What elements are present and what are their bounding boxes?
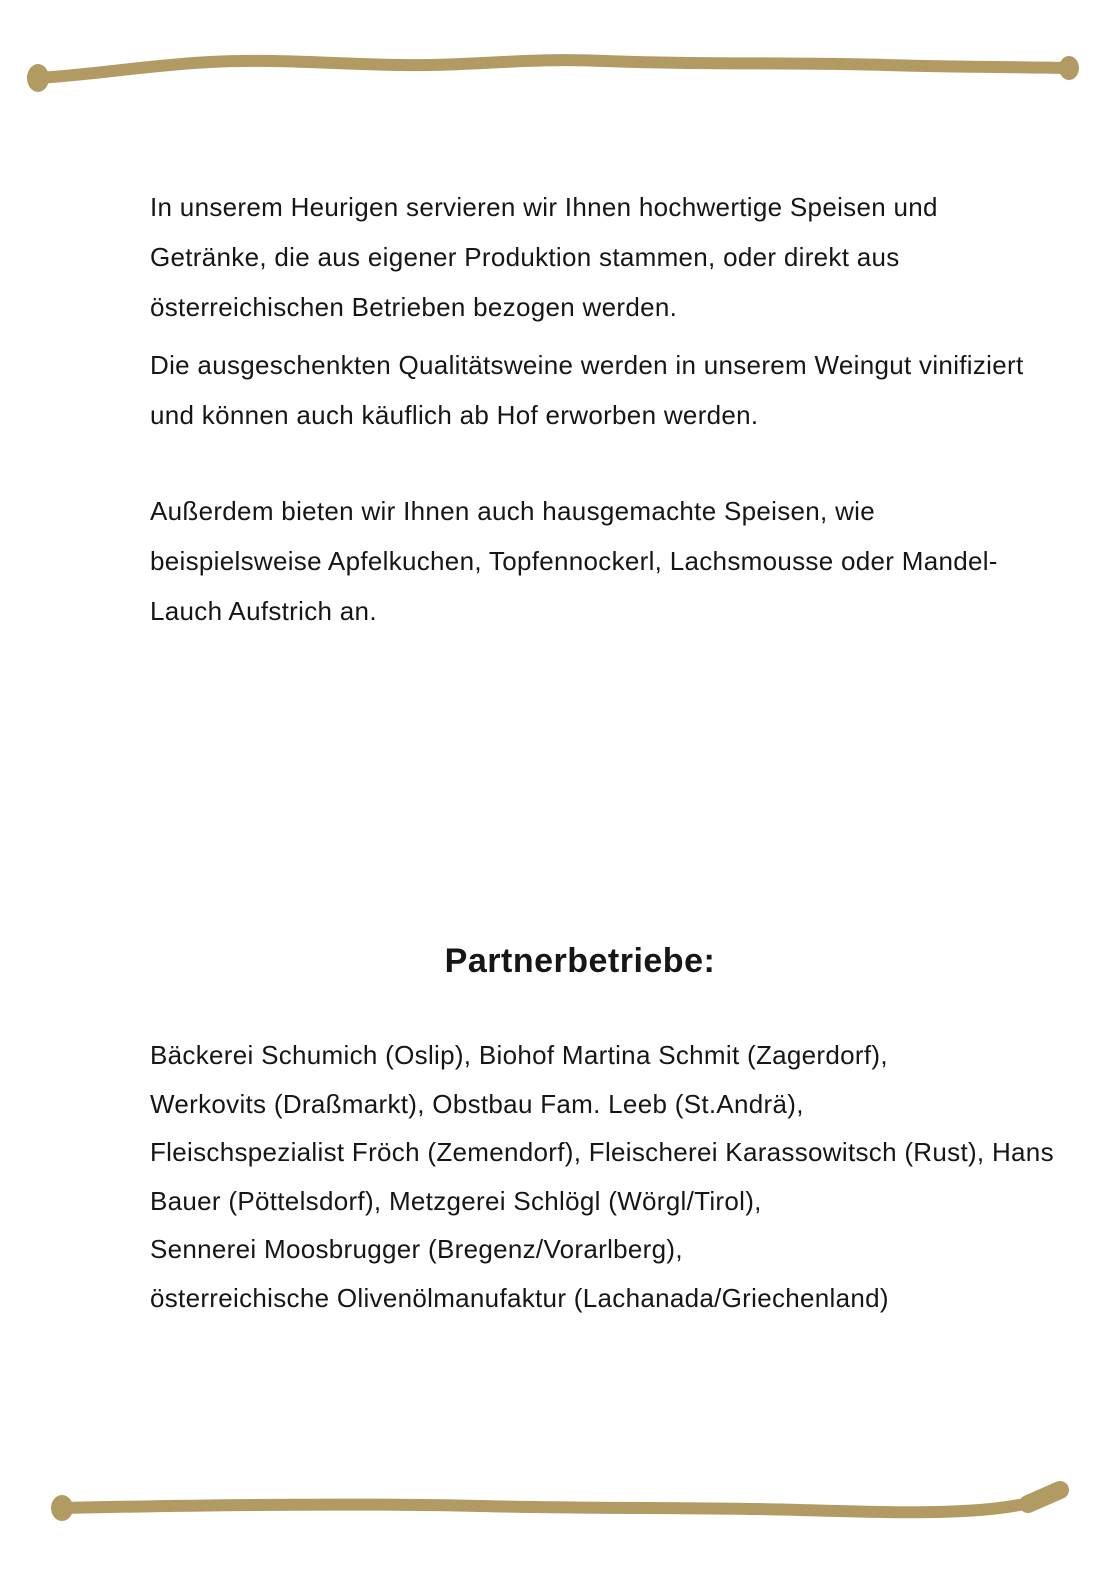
partner-line: Fleischspezialist Fröch (Zemendorf), Fleischerei Karassowitsch (Rust), Hans <box>150 1137 1054 1167</box>
text-line: In unserem Heurigen servieren wir Ihnen hochwertige Speisen und <box>150 192 938 222</box>
paragraph-homemade <box>150 486 1080 636</box>
partner-line: Bauer (Pöttelsdorf), Metzgerei Schlögl (Wörgl/Tirol), <box>150 1185 762 1216</box>
partners-heading: Partnerbetriebe: <box>444 942 716 980</box>
top-brush-stroke-icon <box>0 42 1107 108</box>
partner-line: Sennerei Moosbrugger (Bregenz/Vorarlberg), <box>150 1234 683 1264</box>
text-line: Die ausgeschenkten Qualitätsweine werden in unserem Weingut vinifiziert <box>150 350 1024 380</box>
partners-list <box>150 1031 1107 1322</box>
text-line: Getränke, die aus eigener Produktion stammen, oder direkt aus <box>150 242 900 272</box>
partner-line: österreichische Olivenölmanufaktur (Lachanada/Griechenland) <box>150 1282 889 1313</box>
text-line: österreichischen Betrieben bezogen werden. <box>150 292 678 322</box>
partner-line: Bäckerei Schumich (Oslip), Biohof Martina Schmit (Zagerdorf), <box>150 1040 888 1070</box>
brush-end-right-icon <box>1059 56 1079 80</box>
bottom-brush-stroke-icon <box>0 1460 1107 1526</box>
text-line: und können auch käuflich ab Hof erworben werden. <box>150 400 759 430</box>
text-line: Lauch Aufstrich an. <box>150 596 377 626</box>
brush-body <box>38 60 1068 78</box>
text-line: beispielsweise Apfelkuchen, Topfennockerl, Lachsmousse oder Mandel- <box>150 546 998 576</box>
text-line: Außerdem bieten wir Ihnen auch hausgemachte Speisen, wie <box>150 496 875 526</box>
partner-line: Werkovits (Draßmarkt), Obstbau Fam. Leeb (St.Andrä), <box>150 1088 804 1119</box>
paragraph-production <box>150 182 1080 332</box>
brush-body <box>62 1494 1058 1512</box>
paragraph-wines <box>150 340 1080 440</box>
brush-flick-right-icon <box>1028 1490 1060 1504</box>
